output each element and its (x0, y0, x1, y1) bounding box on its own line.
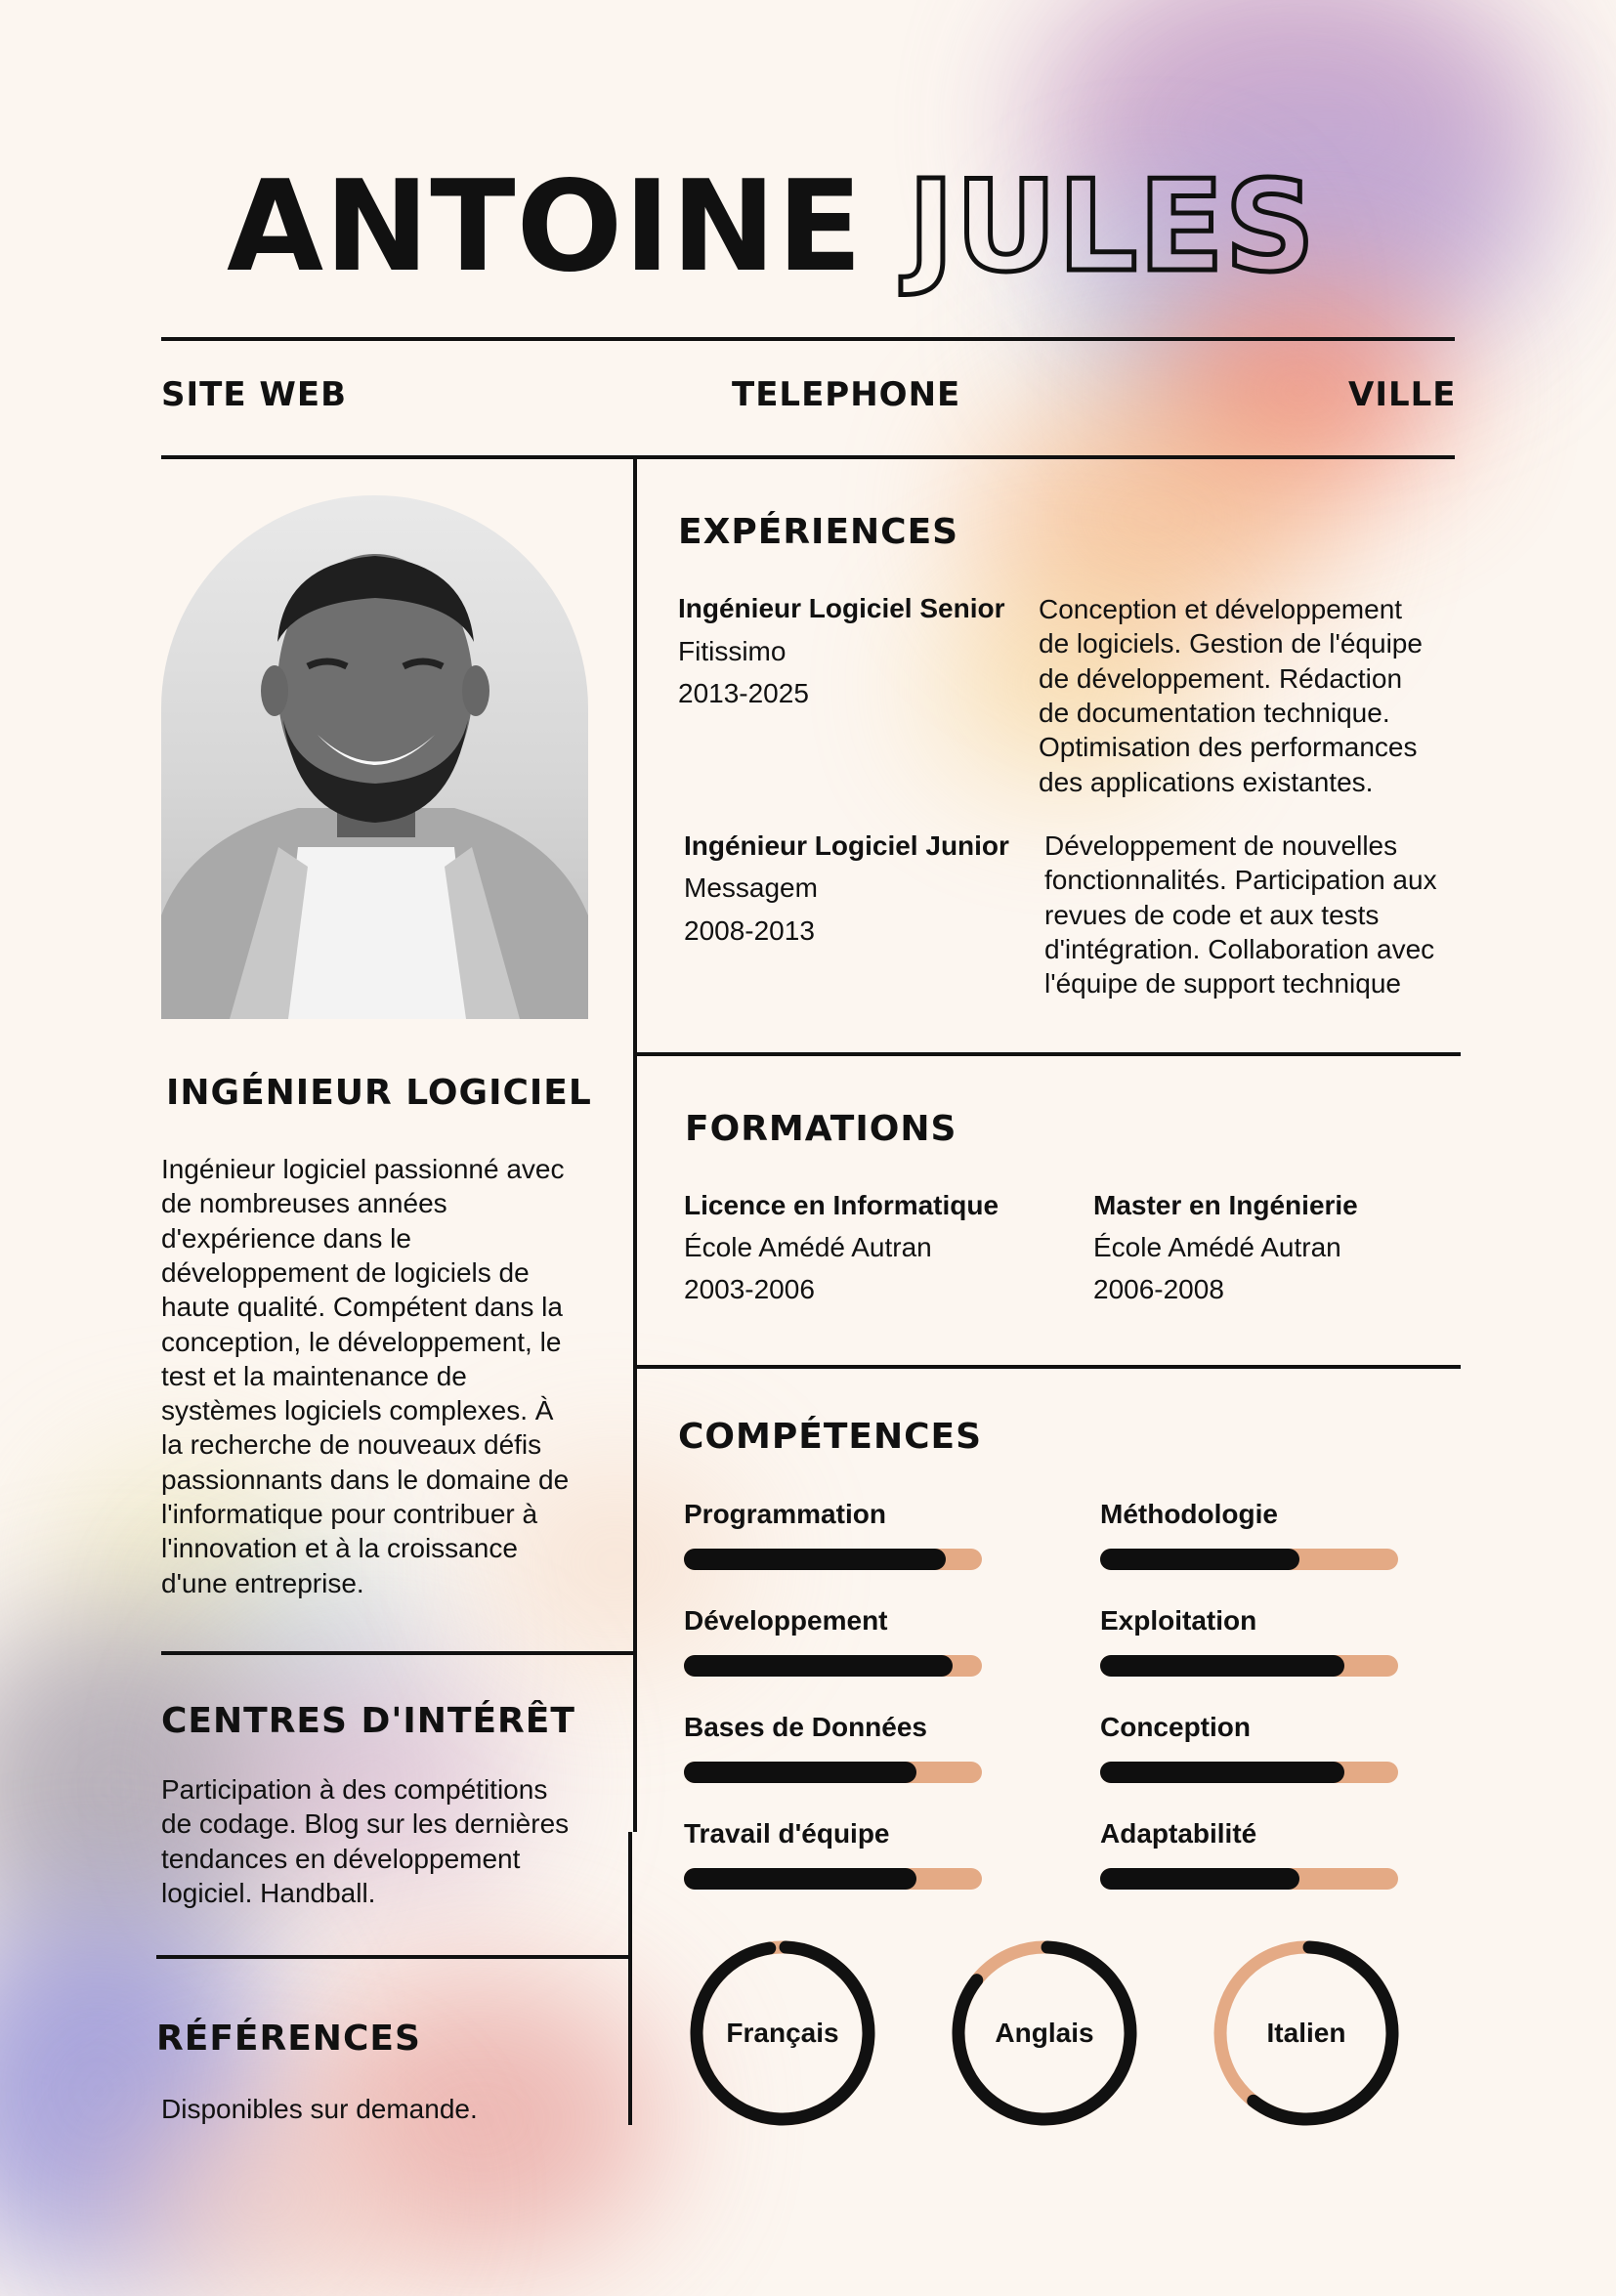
profile-title: INGÉNIEUR LOGICIEL (166, 1073, 592, 1113)
last-name: JULES (908, 154, 1316, 300)
header-bottom-divider (161, 455, 1455, 459)
experience-years: 2008-2013 (684, 915, 815, 946)
portrait-illustration (161, 495, 588, 1019)
education-heading: FORMATIONS (685, 1109, 957, 1149)
text-line: logiciel. Handball. (161, 1877, 376, 1908)
skill-bar-fill (1100, 1655, 1344, 1677)
text-line: haute qualité. Compétent dans la (161, 1292, 563, 1323)
text-line: l'innovation et à la croissance (161, 1533, 518, 1564)
text-line: conception, le développement, le (161, 1326, 562, 1357)
education-school: École Amédé Autran (1093, 1232, 1341, 1262)
text-line: développement de logiciels de (161, 1256, 530, 1288)
skill-bar-fill (684, 1762, 916, 1783)
skill-label: Programmation (684, 1499, 886, 1529)
text-line: l'équipe de support technique (1044, 968, 1401, 999)
text-line: d'une entreprise. (161, 1567, 364, 1598)
skill-bar (1100, 1655, 1398, 1677)
skill-label: Travail d'équipe (684, 1818, 890, 1849)
education-school: École Amédé Autran (684, 1232, 932, 1262)
text-line: fonctionnalités. Participation aux (1044, 865, 1437, 896)
skill-bar-fill (684, 1868, 916, 1890)
contact-city: VILLE (1348, 375, 1457, 414)
experience-years: 2013-2025 (678, 678, 809, 708)
language-label: Italien (1266, 2018, 1346, 2048)
references-text: Disponibles sur demande. (161, 2094, 478, 2124)
portrait-photo (161, 495, 588, 1019)
contact-phone: TELEPHONE (732, 375, 961, 414)
first-name: ANTOINE (227, 154, 864, 300)
experience-role: Ingénieur Logiciel Junior (684, 830, 1009, 861)
skill-bar-fill (1100, 1549, 1299, 1570)
column-divider-lower (628, 1832, 632, 2125)
text-line: revues de code et aux tests (1044, 899, 1380, 930)
interests-divider (156, 1955, 630, 1959)
skill-label: Développement (684, 1605, 888, 1636)
text-line: systèmes logiciels complexes. À (161, 1395, 554, 1426)
skill-label: Méthodologie (1100, 1499, 1278, 1529)
skill-bar-fill (684, 1549, 946, 1570)
language-gauge (949, 1937, 1140, 2129)
skill-bar-fill (1100, 1762, 1344, 1783)
language-gauge (687, 1937, 878, 2129)
skill-label: Adaptabilité (1100, 1818, 1257, 1849)
experience-company: Fitissimo (678, 636, 787, 666)
skill-bar-fill (1100, 1868, 1299, 1890)
text-line: la recherche de nouveaux défis (161, 1429, 542, 1461)
experience-role: Ingénieur Logiciel Senior (678, 593, 1005, 623)
experience-company: Messagem (684, 872, 818, 903)
language-label: Anglais (995, 2018, 1094, 2048)
experience-divider (635, 1052, 1461, 1056)
text-line: de documentation technique. (1039, 697, 1390, 728)
text-line: Ingénieur logiciel passionné avec (161, 1154, 565, 1184)
contact-website: SITE WEB (161, 375, 348, 414)
header-top-divider (161, 337, 1455, 341)
education-degree: Licence en Informatique (684, 1190, 999, 1220)
education-years: 2006-2008 (1093, 1274, 1224, 1304)
text-line: test et la maintenance de (161, 1360, 467, 1391)
text-line: tendances en développement (161, 1843, 521, 1874)
text-line: d'intégration. Collaboration avec (1044, 933, 1435, 964)
text-line: de développement. Rédaction (1039, 662, 1403, 694)
background-gradient (117, 2101, 410, 2296)
skills-heading: COMPÉTENCES (678, 1417, 983, 1457)
text-line: de codage. Blog sur les dernières (161, 1808, 570, 1840)
interests-heading: CENTRES D'INTÉRÊT (161, 1701, 575, 1741)
language-gauge (1211, 1937, 1402, 2129)
skill-bar (1100, 1549, 1398, 1570)
text-line: Conception et développement (1039, 594, 1403, 624)
text-line: des applications existantes. (1039, 766, 1374, 797)
skill-bar (1100, 1868, 1398, 1890)
profile-divider (161, 1651, 633, 1655)
references-heading: RÉFÉRENCES (156, 2019, 421, 2059)
education-degree: Master en Ingénierie (1093, 1190, 1358, 1220)
text-line: Développement de nouvelles (1044, 830, 1398, 861)
skill-bar (684, 1549, 982, 1570)
text-line: de logiciels. Gestion de l'équipe (1039, 628, 1423, 659)
experience-heading: EXPÉRIENCES (678, 512, 959, 552)
skill-bar (1100, 1762, 1398, 1783)
text-line: Optimisation des performances (1039, 732, 1418, 763)
skill-label: Exploitation (1100, 1605, 1257, 1636)
text-line: de nombreuses années (161, 1188, 447, 1219)
language-label: Français (726, 2018, 839, 2048)
text-line: Participation à des compétitions (161, 1774, 548, 1805)
text-line: passionnants dans le domaine de (161, 1464, 570, 1495)
skill-bar (684, 1655, 982, 1677)
skill-bar-fill (684, 1655, 953, 1677)
text-line: d'expérience dans le (161, 1222, 411, 1254)
column-divider (633, 459, 637, 1832)
skill-label: Conception (1100, 1712, 1251, 1742)
skill-bar (684, 1868, 982, 1890)
text-line: l'informatique pour contribuer à (161, 1499, 538, 1529)
education-years: 2003-2006 (684, 1274, 815, 1304)
skill-bar (684, 1762, 982, 1783)
skill-label: Bases de Données (684, 1712, 927, 1742)
education-divider (635, 1365, 1461, 1369)
full-name (227, 154, 1316, 301)
